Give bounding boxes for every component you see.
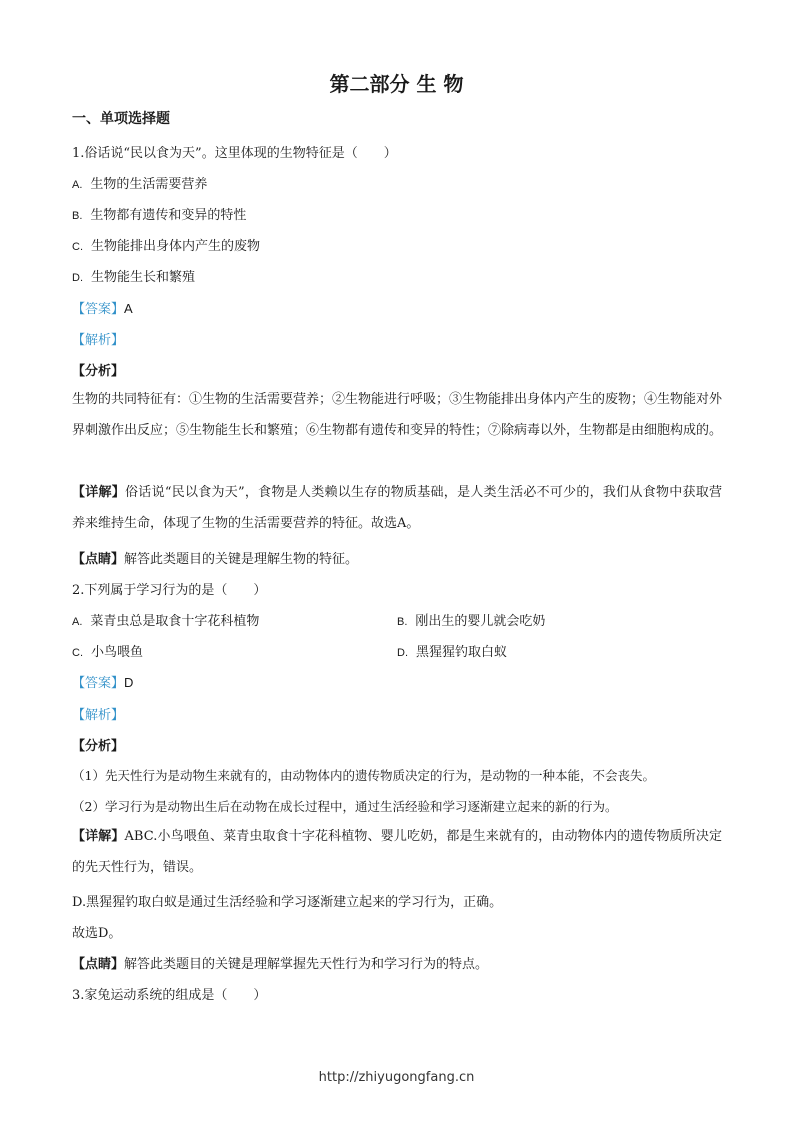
q2-option-a-letter: A. [72, 616, 83, 628]
q2-choose: 故选D。 [72, 926, 122, 941]
q1-option-d [72, 266, 195, 285]
section-heading: 一、单项选择题 [72, 111, 170, 127]
q1-option-b-text: 生物都有遗传和变异的特性 [90, 208, 247, 223]
q2-xiangjie [72, 821, 722, 883]
footer-url: http://zhiyugongfang.cn [318, 1070, 475, 1085]
q2-option-a-text: 菜青虫总是取食十字花科植物 [90, 614, 260, 629]
q1-option-b [72, 204, 246, 223]
q2-xiangjie-label: 【详解】 [72, 829, 125, 844]
q2-option-b-letter: B. [397, 616, 408, 628]
q1-option-d-text: 生物能生长和繁殖 [91, 270, 196, 285]
q1-option-b-letter: B. [72, 210, 83, 222]
page-title: 第二部分 生 物 [329, 72, 464, 96]
q2-answer [72, 672, 133, 691]
q2-stem: 2.下列属于学习行为的是（ ） [72, 583, 267, 598]
q2-fenxi-label: 【分析】 [72, 739, 125, 754]
q2-option-c [72, 641, 143, 660]
q2-analysis-label: 【解析】 [72, 708, 125, 723]
q1-dianjing-text: 解答此类题目的关键是理解生物的特征。 [124, 552, 359, 567]
q1-stem: 1.俗话说“民以食为天”。这里体现的生物特征是（ ） [72, 146, 397, 161]
q2-answer-label: 【答案】 [72, 676, 125, 691]
q1-fenxi-label: 【分析】 [72, 364, 125, 379]
q1-xiangjie-label: 【详解】 [72, 485, 126, 500]
q1-xiangjie [72, 477, 722, 539]
q2-dianjing [72, 953, 488, 972]
q2-option-c-letter: C. [72, 647, 83, 659]
q2-answer-value: D [124, 675, 134, 690]
q1-option-a-text: 生物的生活需要营养 [90, 177, 208, 192]
q2-dianjing-text: 解答此类题目的关键是理解掌握先天性行为和学习行为的特点。 [124, 957, 489, 972]
q1-answer-value: A [124, 301, 133, 316]
q2-xiangjie-text: ABC.小鸟喂鱼、菜青虫取食十字花科植物、婴儿吃奶，都是生来就有的，由动物体内的遗传物质所决定的先天性行为，错误。 [72, 829, 722, 875]
q2-option-d-text: 黑猩猩钓取白蚁 [416, 645, 508, 660]
q1-option-c [72, 235, 260, 254]
q2-option-b-text: 刚出生的婴儿就会吃奶 [415, 614, 546, 629]
q1-dianjing-label: 【点睛】 [72, 552, 125, 567]
q2-option-a [72, 610, 259, 629]
q1-dianjing [72, 548, 358, 567]
q2-dianjing-label: 【点睛】 [72, 957, 125, 972]
q2-fenxi-2: （2）学习行为是动物出生后在动物在成长过程中，通过生活经验和学习逐渐建立起来的新的行为。 [72, 799, 618, 814]
q2-d-explain: D.黑猩猩钓取白蚁是通过生活经验和学习逐渐建立起来的学习行为，正确。 [72, 895, 503, 910]
q1-answer [72, 298, 133, 317]
q1-option-d-letter: D. [72, 272, 83, 284]
q2-option-b [397, 610, 545, 629]
q1-analysis-label: 【解析】 [72, 333, 125, 348]
q1-xiangjie-text: 俗话说“民以食为天”，食物是人类赖以生存的物质基础，是人类生活必不可少的，我们从食物中获取营养来维持生命，体现了生物的生活需要营养的特征。故选A。 [72, 485, 722, 531]
q2-fenxi-1: （1）先天性行为是动物生来就有的，由动物体内的遗传物质决定的行为，是动物的一种本能，不会丧失。 [72, 768, 655, 783]
q1-option-c-text: 生物能排出身体内产生的废物 [91, 239, 261, 254]
q2-option-d-letter: D. [397, 647, 408, 659]
q2-option-c-text: 小鸟喂鱼 [91, 645, 144, 660]
q1-answer-label: 【答案】 [72, 302, 125, 317]
q1-fenxi-text: 生物的共同特征有：①生物的生活需要营养；②生物能进行呼吸；③生物能排出身体内产生的废物；④生物能对外界刺激作出反应；⑤生物能生长和繁殖；⑥生物都有遗传和变异的特性；⑦除病毒以外，生物都是由细胞构成的。 [72, 392, 723, 438]
q2-option-d [397, 641, 507, 660]
q1-option-c-letter: C. [72, 241, 83, 253]
q1-option-a-letter: A. [72, 179, 83, 191]
q3-stem: 3.家兔运动系统的组成是（ ） [72, 988, 267, 1003]
q1-option-a [72, 173, 207, 192]
